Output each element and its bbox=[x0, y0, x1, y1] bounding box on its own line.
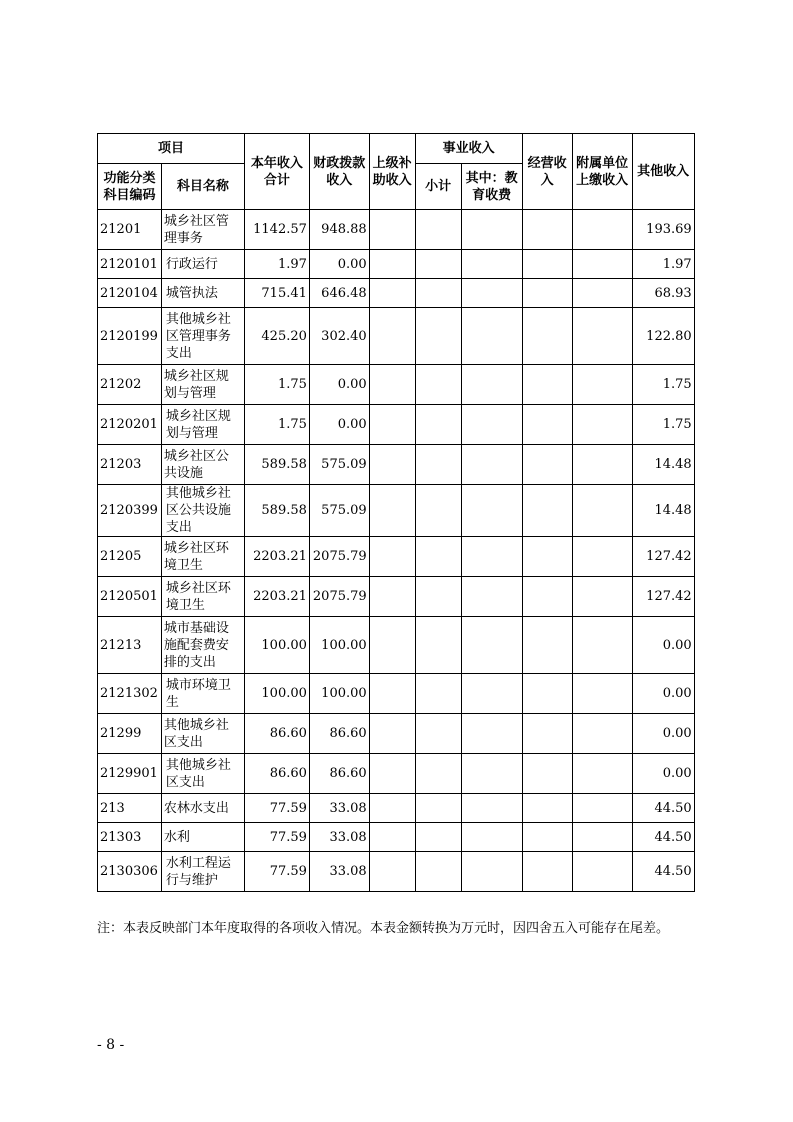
cell-code: 2129901 bbox=[98, 754, 162, 794]
cell-edu bbox=[461, 365, 522, 405]
cell-upper bbox=[369, 714, 415, 754]
cell-upper bbox=[369, 279, 415, 308]
cell-upper bbox=[369, 308, 415, 365]
cell-affiliated bbox=[572, 714, 632, 754]
header-fiscal: 财政拨款收入 bbox=[309, 134, 369, 210]
cell-edu bbox=[461, 485, 522, 537]
cell-code: 2121302 bbox=[98, 674, 162, 714]
cell-name: 水利 bbox=[161, 823, 244, 852]
cell-code: 2120104 bbox=[98, 279, 162, 308]
cell-name: 其他城乡社区管理事务支出 bbox=[161, 308, 244, 365]
cell-fiscal: 86.60 bbox=[309, 754, 369, 794]
cell-name: 其他城乡社区支出 bbox=[161, 714, 244, 754]
table-note: 注：本表反映部门本年度取得的各项收入情况。本表金额转换为万元时，因四舍五入可能存在尾差。 bbox=[97, 921, 670, 936]
cell-subtotal bbox=[415, 210, 461, 250]
cell-code: 2120399 bbox=[98, 485, 162, 537]
cell-name: 其他城乡社区公共设施支出 bbox=[161, 485, 244, 537]
cell-subtotal bbox=[415, 308, 461, 365]
cell-affiliated bbox=[572, 308, 632, 365]
cell-operating bbox=[522, 714, 572, 754]
cell-total: 589.58 bbox=[244, 485, 309, 537]
cell-name: 其他城乡社区支出 bbox=[161, 754, 244, 794]
cell-subtotal bbox=[415, 794, 461, 823]
cell-upper bbox=[369, 405, 415, 445]
cell-affiliated bbox=[572, 210, 632, 250]
cell-upper bbox=[369, 485, 415, 537]
cell-operating bbox=[522, 754, 572, 794]
cell-name: 城市基础设施配套费安排的支出 bbox=[161, 617, 244, 674]
header-total: 本年收入合计 bbox=[244, 134, 309, 210]
cell-upper bbox=[369, 445, 415, 485]
cell-other: 68.93 bbox=[632, 279, 694, 308]
cell-affiliated bbox=[572, 794, 632, 823]
cell-total: 77.59 bbox=[244, 794, 309, 823]
cell-fiscal: 0.00 bbox=[309, 365, 369, 405]
cell-subtotal bbox=[415, 577, 461, 617]
cell-code: 21202 bbox=[98, 365, 162, 405]
cell-edu bbox=[461, 714, 522, 754]
cell-affiliated bbox=[572, 537, 632, 577]
cell-code: 21299 bbox=[98, 714, 162, 754]
cell-subtotal bbox=[415, 754, 461, 794]
cell-affiliated bbox=[572, 250, 632, 279]
cell-name: 城管执法 bbox=[161, 279, 244, 308]
cell-total: 77.59 bbox=[244, 852, 309, 892]
cell-affiliated bbox=[572, 485, 632, 537]
header-subject-name: 科目名称 bbox=[161, 164, 244, 210]
cell-fiscal: 302.40 bbox=[309, 308, 369, 365]
header-operating: 经营收入 bbox=[522, 134, 572, 210]
table-row bbox=[98, 405, 695, 445]
cell-total: 2203.21 bbox=[244, 577, 309, 617]
cell-fiscal: 100.00 bbox=[309, 674, 369, 714]
table-row bbox=[98, 279, 695, 308]
cell-other: 0.00 bbox=[632, 754, 694, 794]
cell-fiscal: 575.09 bbox=[309, 485, 369, 537]
cell-edu bbox=[461, 308, 522, 365]
cell-edu bbox=[461, 674, 522, 714]
cell-other: 44.50 bbox=[632, 823, 694, 852]
cell-fiscal: 646.48 bbox=[309, 279, 369, 308]
cell-code: 2130306 bbox=[98, 852, 162, 892]
cell-code: 21213 bbox=[98, 617, 162, 674]
table-row bbox=[98, 852, 695, 892]
cell-other: 193.69 bbox=[632, 210, 694, 250]
cell-operating bbox=[522, 577, 572, 617]
cell-operating bbox=[522, 279, 572, 308]
cell-upper bbox=[369, 577, 415, 617]
cell-edu bbox=[461, 210, 522, 250]
cell-other: 1.75 bbox=[632, 365, 694, 405]
cell-affiliated bbox=[572, 445, 632, 485]
cell-operating bbox=[522, 485, 572, 537]
header-business: 事业收入 bbox=[415, 134, 522, 164]
cell-total: 100.00 bbox=[244, 617, 309, 674]
cell-total: 1.75 bbox=[244, 365, 309, 405]
table-row bbox=[98, 823, 695, 852]
cell-subtotal bbox=[415, 279, 461, 308]
cell-operating bbox=[522, 210, 572, 250]
cell-affiliated bbox=[572, 674, 632, 714]
cell-name: 城乡社区环境卫生 bbox=[161, 577, 244, 617]
cell-operating bbox=[522, 852, 572, 892]
cell-upper bbox=[369, 754, 415, 794]
cell-fiscal: 2075.79 bbox=[309, 577, 369, 617]
cell-edu bbox=[461, 279, 522, 308]
header-upper: 上级补助收入 bbox=[369, 134, 415, 210]
cell-code: 21205 bbox=[98, 537, 162, 577]
table-row bbox=[98, 674, 695, 714]
cell-edu bbox=[461, 577, 522, 617]
cell-upper bbox=[369, 617, 415, 674]
cell-code: 2120201 bbox=[98, 405, 162, 445]
cell-operating bbox=[522, 674, 572, 714]
cell-fiscal: 948.88 bbox=[309, 210, 369, 250]
cell-upper bbox=[369, 537, 415, 577]
cell-edu bbox=[461, 852, 522, 892]
cell-edu bbox=[461, 405, 522, 445]
header-func-code: 功能分类科目编码 bbox=[98, 164, 162, 210]
cell-operating bbox=[522, 405, 572, 445]
cell-name: 城乡社区公共设施 bbox=[161, 445, 244, 485]
table-row bbox=[98, 754, 695, 794]
cell-operating bbox=[522, 445, 572, 485]
cell-upper bbox=[369, 823, 415, 852]
cell-total: 1.75 bbox=[244, 405, 309, 445]
cell-total: 100.00 bbox=[244, 674, 309, 714]
cell-fiscal: 33.08 bbox=[309, 852, 369, 892]
table-row bbox=[98, 445, 695, 485]
cell-other: 44.50 bbox=[632, 852, 694, 892]
cell-edu bbox=[461, 250, 522, 279]
cell-subtotal bbox=[415, 365, 461, 405]
cell-name: 城市环境卫生 bbox=[161, 674, 244, 714]
cell-fiscal: 0.00 bbox=[309, 250, 369, 279]
cell-name: 行政运行 bbox=[161, 250, 244, 279]
page-number: - 8 - bbox=[97, 1037, 125, 1053]
cell-upper bbox=[369, 794, 415, 823]
cell-fiscal: 100.00 bbox=[309, 617, 369, 674]
cell-other: 0.00 bbox=[632, 674, 694, 714]
cell-operating bbox=[522, 537, 572, 577]
cell-other: 0.00 bbox=[632, 714, 694, 754]
cell-other: 14.48 bbox=[632, 445, 694, 485]
cell-operating bbox=[522, 823, 572, 852]
table-row bbox=[98, 250, 695, 279]
cell-other: 127.42 bbox=[632, 577, 694, 617]
cell-subtotal bbox=[415, 405, 461, 445]
cell-affiliated bbox=[572, 577, 632, 617]
cell-other: 122.80 bbox=[632, 308, 694, 365]
cell-subtotal bbox=[415, 852, 461, 892]
cell-edu bbox=[461, 794, 522, 823]
table-row bbox=[98, 794, 695, 823]
cell-operating bbox=[522, 250, 572, 279]
cell-fiscal: 86.60 bbox=[309, 714, 369, 754]
cell-other: 44.50 bbox=[632, 794, 694, 823]
cell-subtotal bbox=[415, 445, 461, 485]
cell-total: 86.60 bbox=[244, 714, 309, 754]
cell-affiliated bbox=[572, 823, 632, 852]
cell-affiliated bbox=[572, 617, 632, 674]
cell-fiscal: 33.08 bbox=[309, 794, 369, 823]
cell-subtotal bbox=[415, 823, 461, 852]
table-row bbox=[98, 485, 695, 537]
table-row bbox=[98, 714, 695, 754]
cell-other: 127.42 bbox=[632, 537, 694, 577]
income-table bbox=[97, 133, 695, 892]
table-row bbox=[98, 577, 695, 617]
cell-name: 城乡社区环境卫生 bbox=[161, 537, 244, 577]
cell-subtotal bbox=[415, 485, 461, 537]
cell-affiliated bbox=[572, 365, 632, 405]
cell-upper bbox=[369, 674, 415, 714]
cell-other: 1.97 bbox=[632, 250, 694, 279]
header-other: 其他收入 bbox=[632, 134, 694, 210]
cell-total: 589.58 bbox=[244, 445, 309, 485]
cell-upper bbox=[369, 250, 415, 279]
cell-fiscal: 33.08 bbox=[309, 823, 369, 852]
cell-other: 14.48 bbox=[632, 485, 694, 537]
cell-edu bbox=[461, 537, 522, 577]
cell-code: 21201 bbox=[98, 210, 162, 250]
cell-code: 2120199 bbox=[98, 308, 162, 365]
cell-code: 21203 bbox=[98, 445, 162, 485]
cell-edu bbox=[461, 445, 522, 485]
cell-upper bbox=[369, 852, 415, 892]
cell-name: 农林水支出 bbox=[161, 794, 244, 823]
cell-fiscal: 2075.79 bbox=[309, 537, 369, 577]
cell-other: 0.00 bbox=[632, 617, 694, 674]
cell-affiliated bbox=[572, 754, 632, 794]
cell-upper bbox=[369, 210, 415, 250]
cell-total: 77.59 bbox=[244, 823, 309, 852]
cell-affiliated bbox=[572, 279, 632, 308]
cell-code: 213 bbox=[98, 794, 162, 823]
cell-operating bbox=[522, 617, 572, 674]
table-row bbox=[98, 365, 695, 405]
cell-affiliated bbox=[572, 405, 632, 445]
cell-subtotal bbox=[415, 250, 461, 279]
cell-operating bbox=[522, 794, 572, 823]
cell-affiliated bbox=[572, 852, 632, 892]
cell-operating bbox=[522, 365, 572, 405]
cell-total: 2203.21 bbox=[244, 537, 309, 577]
cell-other: 1.75 bbox=[632, 405, 694, 445]
cell-code: 21303 bbox=[98, 823, 162, 852]
cell-edu bbox=[461, 754, 522, 794]
cell-total: 715.41 bbox=[244, 279, 309, 308]
cell-upper bbox=[369, 365, 415, 405]
header-edu: 其中：教育收费 bbox=[461, 164, 522, 210]
cell-edu bbox=[461, 823, 522, 852]
cell-subtotal bbox=[415, 537, 461, 577]
cell-total: 86.60 bbox=[244, 754, 309, 794]
table-row bbox=[98, 617, 695, 674]
cell-subtotal bbox=[415, 617, 461, 674]
cell-name: 城乡社区规划与管理 bbox=[161, 365, 244, 405]
cell-total: 1142.57 bbox=[244, 210, 309, 250]
cell-name: 水利工程运行与维护 bbox=[161, 852, 244, 892]
cell-fiscal: 575.09 bbox=[309, 445, 369, 485]
cell-code: 2120101 bbox=[98, 250, 162, 279]
cell-edu bbox=[461, 617, 522, 674]
cell-total: 425.20 bbox=[244, 308, 309, 365]
table-row bbox=[98, 537, 695, 577]
header-subtotal: 小计 bbox=[415, 164, 461, 210]
cell-subtotal bbox=[415, 674, 461, 714]
cell-name: 城乡社区规划与管理 bbox=[161, 405, 244, 445]
header-item: 项目 bbox=[98, 134, 245, 164]
cell-total: 1.97 bbox=[244, 250, 309, 279]
table-row bbox=[98, 210, 695, 250]
cell-operating bbox=[522, 308, 572, 365]
cell-code: 2120501 bbox=[98, 577, 162, 617]
cell-subtotal bbox=[415, 714, 461, 754]
table-row bbox=[98, 308, 695, 365]
cell-name: 城乡社区管理事务 bbox=[161, 210, 244, 250]
header-affiliated: 附属单位上缴收入 bbox=[572, 134, 632, 210]
cell-fiscal: 0.00 bbox=[309, 405, 369, 445]
